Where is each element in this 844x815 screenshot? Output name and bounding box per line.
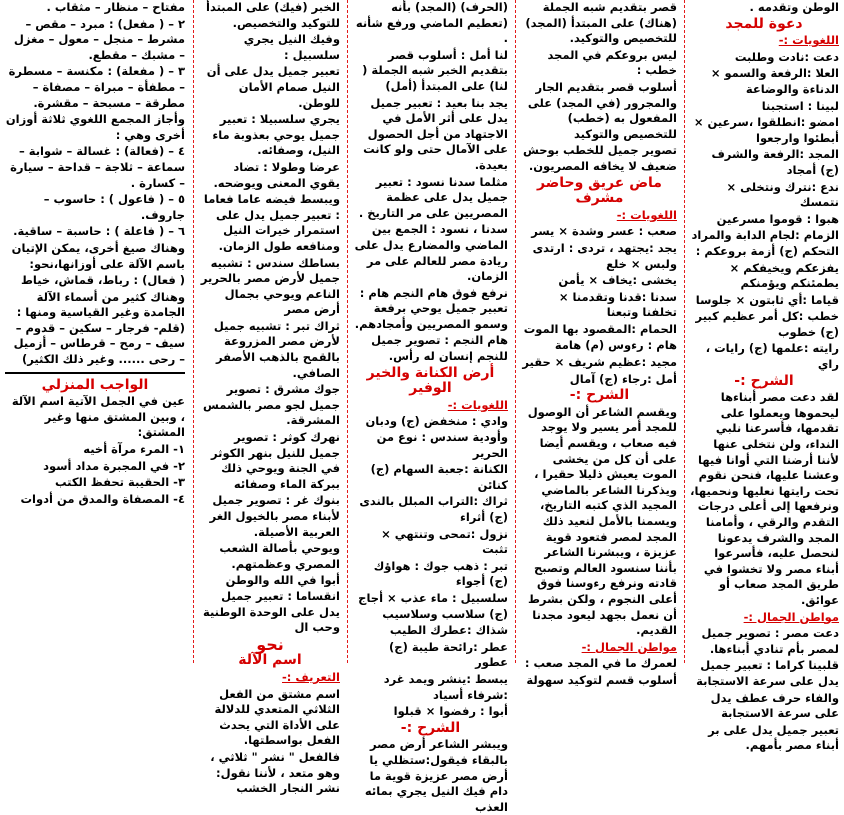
text-line: وهناك كثير من أسماء الآلة الجامدة وغير القياسية ومنها : (قلم- فرجار – سكين – قدوم – سيف – رمح – قرطاس – أزميل – رحى ...... وغير ذلك الكثير) <box>13 289 185 367</box>
jamal-item: والفاء حرف عطف يدل على سرعة الاستجابة <box>710 690 839 721</box>
jamal-list <box>522 656 677 688</box>
text-line: ليس بروعكم في المجد خطب : <box>547 47 677 78</box>
vocab-item: العلا :الرفعة والسمو × الدناءة والوضاعة <box>710 66 839 96</box>
vocab-item: شذاك :عطرك الطيب <box>389 623 508 638</box>
jamal-list <box>689 626 839 754</box>
text-line: نرفع فوق هام النجم هام : تعبير جميل يوحي برفعة وسمو المصريين وأمجادهم. <box>354 285 508 331</box>
column-ism-alala-forms <box>0 0 190 663</box>
poem-title: أرض الكنانة والخير الوفير <box>366 364 495 397</box>
text-line: عرضا وطولا : تضاد يقوي المعنى ويوضحه. <box>213 159 340 190</box>
homework-title: الواجب المنزلي <box>41 376 149 393</box>
vocab-list <box>522 224 677 387</box>
text-line: تعبير جميل يدل على أن النيل صمام الأمان للوطن. <box>206 64 340 110</box>
vocab-list <box>353 414 508 719</box>
text-line: مفتاح – منظار – مثقاب . <box>46 0 185 14</box>
vocab-item: سلسبيل : ماء عذب × أجاج (ج) سلاسب وسلاسيب <box>358 590 508 621</box>
lesson-title: اسم الآلة <box>238 652 302 669</box>
section-title: الشرح :- <box>400 719 461 736</box>
section-title: الشرح :- <box>569 387 630 404</box>
section-title: اللغويات :- <box>616 207 677 222</box>
text-lines <box>200 0 340 636</box>
vocab-item: قياما :أي ثابتون × جلوسا <box>695 292 839 307</box>
definition-text: اسم مشتق من الفعل الثلاثي المتعدي للدلالة على الأداة التي يحدث الفعل بواسطتها. <box>214 686 340 748</box>
vocab-item: مجيد :عظيم شريف × حقير <box>522 355 677 370</box>
vocab-item: يفزعكم ويخيفكم × يطمئنكم ويؤمنكم <box>729 260 839 291</box>
vocab-item: الحمام :المقصود بها الموت <box>523 321 677 336</box>
text-line: ٤ – (فعالة) : غسالة – شوابة – سماعة – ثلاجة – قداحة – سيارة – كسارة . <box>10 144 185 190</box>
jamal-item: تعبير جميل يدل على بر أبناء مصر بأمهم. <box>708 722 839 753</box>
column-ism-alala-intro <box>195 0 345 796</box>
column-ard-kinana <box>348 0 513 814</box>
text-line: يجري سلسبيلا : تعبير جميل يوحي بعذوبة ماء النيل، وصفائه. <box>212 112 340 158</box>
vocab-list <box>689 50 839 373</box>
text-line: وأجاز المجمع اللغوي ثلاثة أوزان أخرى وهي : <box>5 112 185 142</box>
text-line: لنا أمل : أسلوب قصر بتقديم الخبر شبه الجملة ( لنا) على المبتدأ (أمل) <box>362 47 508 93</box>
text-line: نهرك كوثر : تصوير جميل للنيل بنهر الكوثر في الجنة ويوحي ذلك ببركة الماء وصفائه <box>210 430 340 491</box>
vocab-item: صعب : عسر وشدة × يسر <box>531 224 677 239</box>
section-title: مواطن الجمال :- <box>743 609 839 624</box>
sharh-text: ويقسم الشاعر أن الوصول للمجد أمر يسير ولا يوجد فيه صعاب ، ويقسم أيضا على أن كل من يخشى الموت يعيش ذليلا حقيرا ، ويذكرنا الشاعر بالماضي المجيد الذي كتبه التاريخ، ويسمنا بالأمل لنعيد ذلك المجد لمصر فتعود قوية عزيزة ، ويبشرنا الشاعر بأننا سنسود العالم وتصبح قادته ونرفع رءوسنا فوق أعلى النجوم ، ولكن بشرط أن نعمل بجهد ليعود مجدنا القديم. <box>527 404 677 638</box>
text-line: بنوك غر : تصوير جميل لأبناء مصر بالخيول الغر العربية الأصيلة. <box>209 493 340 539</box>
text-lines <box>522 0 677 175</box>
text-lines <box>5 0 185 368</box>
text-line: وفيك النيل يجري سلسبيل : <box>243 32 340 62</box>
text-line: أسلوب قصر بتقديم الجار والمجرور (في المجد) على المفعول به (خطب) للتخصيص والتوكيد <box>527 79 677 141</box>
vocab-item: امضو :انطلقوا ،سرعين × أبطئوا وارجعوا <box>693 115 839 145</box>
column-separator <box>347 0 348 663</box>
poem-title: دعوة للمجد <box>725 15 803 32</box>
text-line: ويوحي بأصالة الشعب المصري وعظمتهم. <box>219 541 340 571</box>
homework-item: ٣- الحقيبة تحفظ الكتب <box>54 475 185 490</box>
text-line: ٢ – ( مفعل) : مبرد – مقص – مشرط – منجل – معول – مغزل – مشبك – مقطع. <box>13 16 185 62</box>
sharh-text: ويبشر الشاعر أرض مصر بالبقاء فيقول:ستظلي يا أرض مصر عزيزة قوية ما دام فيك النيل يجري بمائه العذب <box>364 737 508 814</box>
section-title: مواطن الجمال :- <box>581 639 677 654</box>
section-title: التعريف :- <box>282 669 340 684</box>
line: الوطن وتقدمه . <box>749 0 839 14</box>
homework-intro: عين في الجمل الآتية اسم الآلة ، وبين المشتق منها وغير المشتق: <box>11 394 185 440</box>
vocab-item: يجد :يجتهد ، تردى : ارتدى ولبس × خلع <box>532 240 677 271</box>
vocab-item: المجد :الرفعة والشرف (ج) أمجاد <box>711 147 839 177</box>
text-line: ٦ – ( فاعلة ) : حاسبة – ساقية. <box>13 224 185 239</box>
text-line: مثلما سدنا نسود : تعبير جميل يدل على عظمة المصريين على مر التاريخ . <box>358 174 508 220</box>
vocab-item: دعت :نادت وطلبت <box>734 49 839 64</box>
vocab-item: ندع :نترك ونتخلى × نتمسك <box>726 179 839 210</box>
divider <box>5 372 185 374</box>
vocab-item: سدنا :قدنا وتقدمنا × تخلفنا وتبعنا <box>558 289 677 320</box>
vocab-item: الكنانة :جعبة السهام (ج) كنائن <box>370 462 508 492</box>
homework-item: ٢- في المجبرة مداد أسود <box>43 458 185 473</box>
poem-title: ماض عريق وحاضر مشرف <box>537 174 662 207</box>
vocab-item: خطب :كل أمر عظيم كبير (ج) خطوب <box>695 309 839 339</box>
vocab-item: رايته :علمها (ج) رايات ، راي <box>705 341 839 372</box>
text-line: أبوا في الله والوطن انقساما : تعبير جميل يدل على الوحدة الوطنية وحب ال <box>203 573 340 635</box>
vocab-item: الزمام :لجام الدابة والمراد التحكم (ج) أزمة بروعكم : <box>691 228 839 258</box>
text-line: تصوير جميل للخطب بوحش ضعيف لا يخافه المصريون. <box>522 143 677 173</box>
column-madi-ariq <box>517 0 682 687</box>
text-line: جوك مشرق : تصوير جميل لجو مصر بالشمس المشرقة. <box>202 382 340 428</box>
vocab-item: وادي : منخفض (ج) ودبان وأودية سندس : نوع من الحرير <box>365 414 508 460</box>
column-separator <box>684 0 685 663</box>
grammar-title: نحو <box>256 634 284 654</box>
homework-item: ١- المرء مرآة أخيه <box>83 442 185 457</box>
jamal-item: دعت مصر : تصوير جميل لمصر بأم تنادي أبناءها. <box>701 626 839 656</box>
text-line: يجد بنا بعيد : تعبير جميل يدل على أثر الأمل في الاجتهاد من أجل الحصول على الآمال حتى ولو كانت بعيدة. <box>363 95 508 172</box>
vocab-item: هبوا : قوموا مسرعين <box>716 211 839 226</box>
text-line: الخبر (فيك) على المبتدأ للتوكيد والتخصيص. <box>206 0 340 30</box>
text-line: ٥ – ( فاعول ) : حاسوب – جاروف. <box>43 192 185 222</box>
section-title: اللغويات :- <box>778 33 839 48</box>
text-line: (الحرف) (المجد) بأنه (تعطيم الماضي ورفع شأنه . <box>355 0 508 46</box>
homework-list <box>5 442 185 507</box>
jamal-item: أسلوب قسم لتوكيد سهولة <box>526 672 677 687</box>
text-line: سدنا ، نسود : الجمع بين الماضي والمضارع يدل على ريادة مصر للعالم على مر الزمان. <box>354 222 508 284</box>
section-title: الشرح :- <box>734 372 794 389</box>
text-line: ( فعال) : رباط، قماش، خياط <box>20 273 185 288</box>
sharh-text: لقد دعت مصر أبناءها ليحموها ويعملوا على تقدمها، فأسرعنا نلبي النداء، ولن نتخلى عنها لأننا أرضنا التي أوانا فيها وعشنا عليها، فنحن نقوم تحت رايتها نعليها ونحميها، ونرفعها إلى أعلى درجات التقدم والرقي ، وأمامنا المجد والشرف يدعونا لنحصل عليه، فأسرعوا أبناء مصر ولا تخشوا في طريق المجد صعاب أو عوائق. <box>690 390 839 607</box>
text-line: ٣ – ( مفعلة) : مكنسة – مسطرة – مطفأة – مبراة – مصفاة – مطرقة – مسبحة – مقشرة. <box>8 64 185 110</box>
vocab-item: تبر : ذهب جوك : هواؤك (ج) أجواء <box>373 558 508 589</box>
section-title: اللغويات :- <box>447 397 508 412</box>
text-lines <box>353 0 508 365</box>
text-line: وهناك صيغ أخرى، يمكن الإتيان باسم الآلة على أوزانها،نحو: <box>11 240 185 271</box>
vocab-item: نزول :تمحى وتنتهي × تثبت <box>381 526 508 557</box>
text-line: ويبسط فيضه عاما فعاما : تعبير جميل يدل على استمرار خيرات النيل ومنافعه طول الزمان. <box>203 192 340 253</box>
vocab-item: لبينا : استجبنا <box>761 98 839 113</box>
text-line: بساطك سندس : تشبيه جميل لأرض مصر بالحرير الناعم ويوحي بجمال أرض مصر <box>200 255 340 317</box>
vocab-item: يخشى :يخاف × يأمن <box>558 273 677 288</box>
vocab-item: يبسط :ينشر ويمد غرد :شرفاء أسياد <box>383 671 508 702</box>
vocab-item: ثراك :التراب المبلل بالندى (ج) أثراء <box>359 494 508 524</box>
definition-example: فالفعل " نشر " ثلاثي ، وهو متعد ، لأننا نقول: نشر النجار الخشب <box>210 749 340 796</box>
vocab-item: أمل :رجاء (ج) آمال <box>569 371 677 386</box>
jamal-item: لعمرك ما في المجد صعب : <box>524 656 677 671</box>
column-separator <box>515 0 516 663</box>
vocab-item: أبوا : رفضوا × قبلوا <box>393 704 508 719</box>
homework-item: ٤- المصفاة والمدق من أدوات <box>20 491 185 506</box>
vocab-item: هام : رءوس (م) هامة <box>554 338 677 353</box>
text-line: هام النجم : تصوير جميل للنجم إنسان له رأس. <box>371 333 508 364</box>
text-line: قصر بتقديم شبه الجملة (هناك) على المبتدأ (المجد) للتخصيص والتوكيد. <box>525 0 677 46</box>
column-separator <box>193 0 194 663</box>
text-line: ثراك تبر : تشبيه جميل لأرض مصر المزروعة بالقمح بالذهب الأصفر الصافي. <box>213 318 340 380</box>
column-dawa-lil-majd <box>684 0 844 753</box>
vocab-item: عطر :رائحة طيبة (ج) عطور <box>389 639 508 670</box>
jamal-item: قلبينا كراما : تعبير جميل يدل على سرعة الاستجابة <box>696 658 839 688</box>
